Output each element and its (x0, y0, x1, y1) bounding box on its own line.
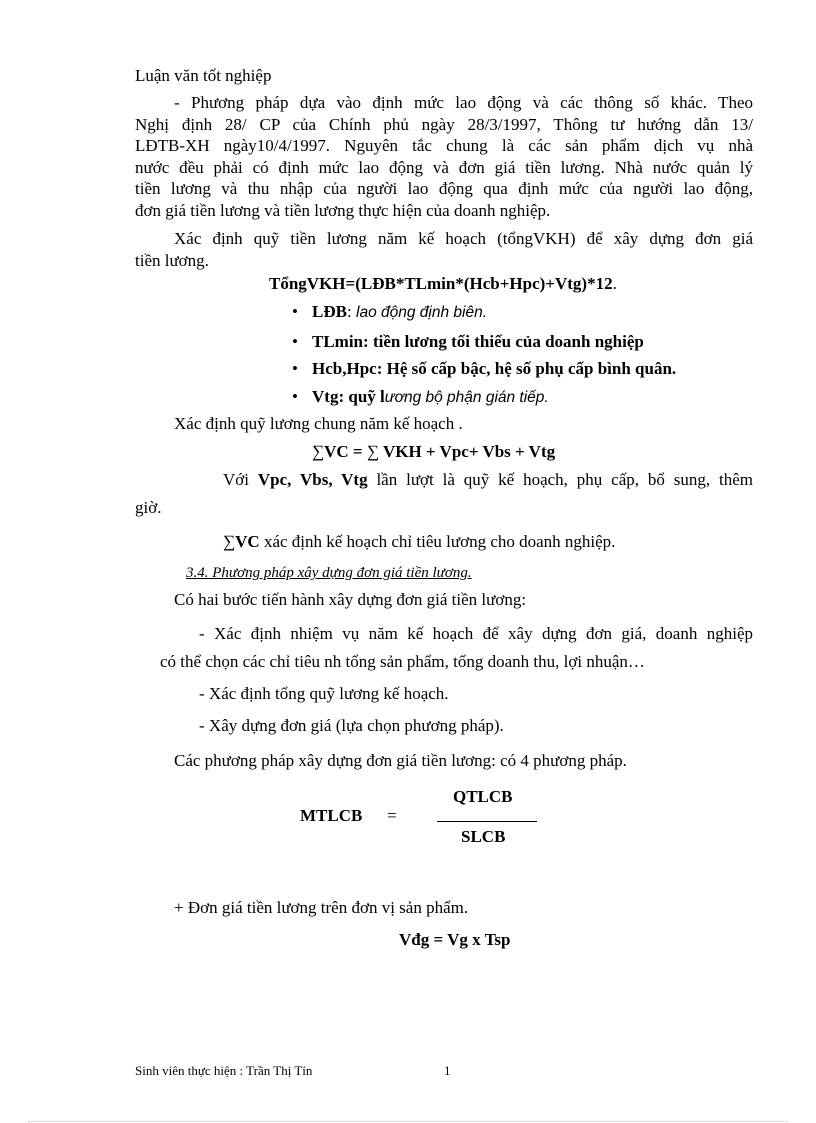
text-line: tiền lương và thu nhập của người lao động qua định mức của người lao động, (135, 179, 753, 198)
bullet-tlmin: • TLmin: tiền lương tối thiểu của doanh nghiệp (312, 332, 644, 352)
fraction-numerator: QTLCB (453, 787, 513, 806)
text-line: đơn giá tiền lương và tiền lương thực hiện của doanh nghiệp. (135, 200, 551, 220)
step-1-line-1: - Xác định nhiệm vụ năm kế hoạch để xây dựng đơn giá, doanh nghiệp (199, 624, 753, 643)
page-edge-divider (28, 1121, 788, 1122)
formula-vdg: Vđg = Vg x Tsp (399, 930, 511, 949)
bullet-ldb: • LĐB: lao động định biên. (312, 302, 487, 322)
formula-total-vkh: TổngVKH=(LĐB*TLmin*(Hcb+Hpc)+Vtg)*12. (269, 274, 617, 293)
paragraph-general-fund: Xác định quỹ lương chung năm kế hoạch . (174, 414, 463, 433)
step-3: - Xây dựng đơn giá (lựa chọn phương pháp). (199, 716, 504, 735)
paragraph-sum-vc: ∑VC xác định kế hoạch chỉ tiêu lương cho doanh nghiệp. (223, 532, 616, 551)
bullet-hcb-hpc: • Hcb,Hpc: Hệ số cấp bậc, hệ số phụ cấp bình quân. (312, 359, 676, 379)
text-line: nước đều phải có định mức lao động và đơn giá tiền lương. Nhà nước quản lý (135, 157, 753, 177)
step-1-line-2: có thể chọn các chỉ tiêu nh tổng sản phẩm, tổng doanh thu, lợi nhuận… (160, 652, 645, 671)
paragraph-method (135, 92, 753, 221)
step-2: - Xác định tổng quỹ lương kế hoạch. (199, 684, 449, 703)
footer-author: Sinh viên thực hiện : Trần Thị Tín (135, 1063, 313, 1078)
text-line: tiền lương. (135, 250, 209, 270)
text-line: Nghị định 28/ CP của Chính phủ ngày 28/3/1997, Thông tư hướng dẫn 13/ (135, 114, 753, 134)
paragraph-unit-price: + Đơn giá tiền lương trên đơn vị sản phẩm. (174, 898, 469, 917)
footer-page-number: 1 (444, 1063, 451, 1078)
paragraph-two-steps: Có hai bước tiến hành xây dựng đơn giá tiền lương: (174, 590, 527, 609)
paragraph-definitions-cont: giờ. (135, 498, 162, 517)
text-line: Xác định quỹ tiền lương năm kế hoạch (tổngVKH) để xây dựng đơn giá (174, 229, 753, 248)
bullet-vtg: • Vtg: quỹ lương bộ phận gián tiếp. (312, 387, 549, 407)
section-heading: 3.4. Phương pháp xây dựng đơn giá tiền lương. (186, 565, 472, 581)
page-header-title: Luận văn tốt nghiệp (135, 66, 272, 85)
paragraph-four-methods: Các phương pháp xây dựng đơn giá tiền lương: có 4 phương pháp. (174, 751, 627, 770)
paragraph-plan-fund (135, 228, 753, 271)
paragraph-definitions: Với Vpc, Vbs, Vtg lần lượt là quỹ kế hoạch, phụ cấp, bổ sung, thêm (223, 470, 753, 489)
text-line: - Phương pháp dựa vào định mức lao động và các thông số khác. Theo (174, 93, 753, 112)
fraction-denominator: SLCB (461, 827, 506, 846)
fraction-lhs: MTLCB (300, 806, 363, 825)
text-line: LĐTB-XH ngày10/4/1997. Nguyên tắc chung là các sản phẩm dịch vụ nhà (135, 136, 753, 155)
formula-sum-vc: ∑VC = ∑ VKH + Vpc+ Vbs + Vtg (312, 442, 556, 461)
fraction-bar (437, 821, 537, 822)
fraction-equals: = (387, 806, 397, 825)
